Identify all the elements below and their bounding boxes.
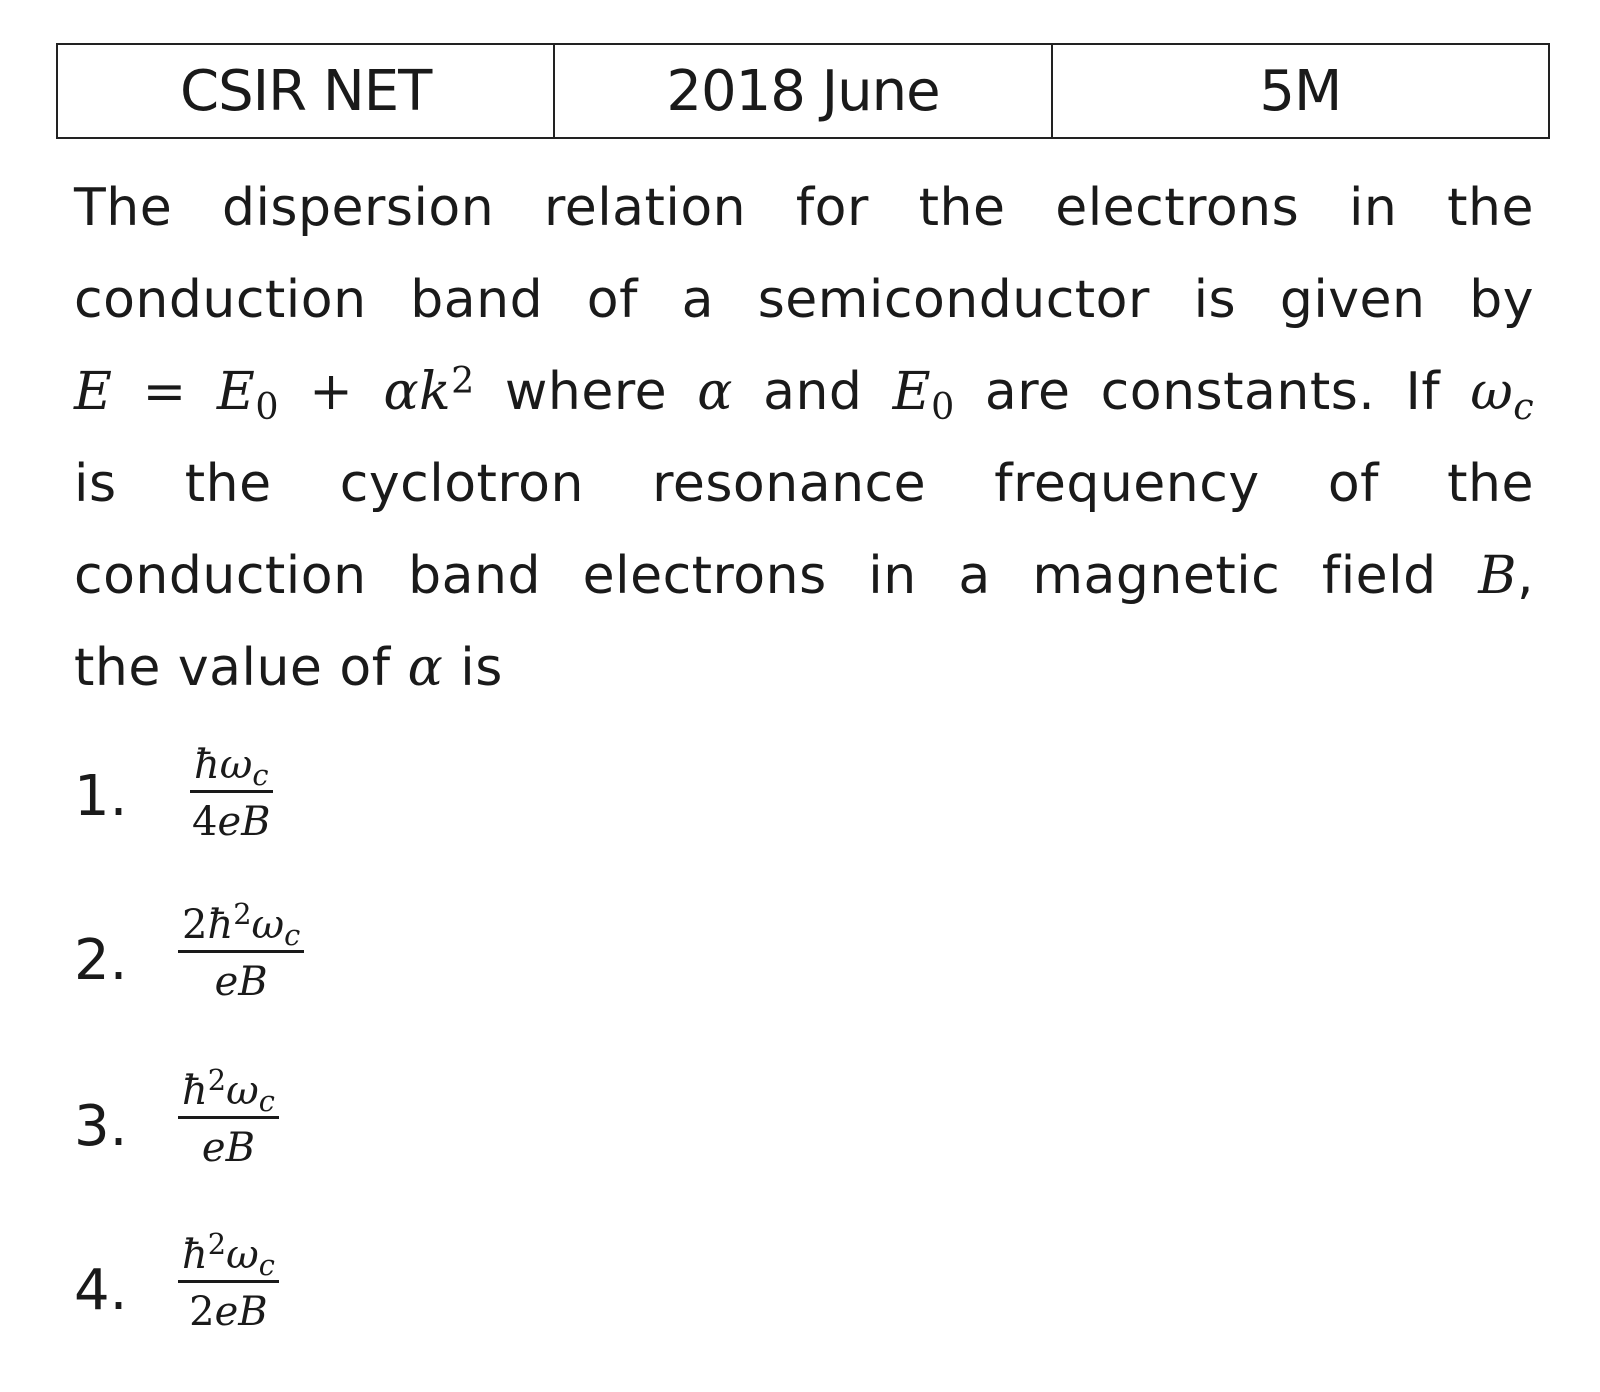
option-4-number: 4. [74, 1258, 128, 1323]
symbol-E0-second: E0 [892, 362, 955, 429]
word-and: and [763, 362, 863, 422]
option-1-denominator: 4eB [192, 799, 271, 845]
exam-marks-cell: 5M [1052, 44, 1549, 138]
question-line-4: is the cyclotron resonance frequency of the [74, 454, 1534, 514]
option-3-denominator: eB [201, 1125, 255, 1171]
question-line-3 [74, 346, 1534, 438]
option-2-denominator: eB [214, 959, 268, 1005]
symbol-alpha: α [697, 362, 733, 422]
exam-info-table [56, 43, 1550, 139]
exam-info-row [57, 44, 1549, 138]
symbol-alpha-final: α [407, 638, 444, 698]
question-line-1: The dispersion relation for the electrons in the [74, 178, 1534, 238]
option-4[interactable] [74, 1224, 674, 1374]
symbol-B: B [1478, 546, 1517, 606]
symbol-equals: = [142, 362, 187, 422]
option-1-number: 1. [74, 764, 128, 829]
word-where: where [504, 362, 668, 422]
option-4-numerator: $ħ^2\omega c$ [178, 1232, 279, 1283]
question-text [74, 162, 1534, 714]
option-2[interactable] [74, 894, 674, 1044]
option-3[interactable] [74, 1060, 674, 1210]
option-2-number: 2. [74, 928, 128, 993]
symbol-E: E [74, 362, 113, 422]
exam-session-cell: 2018 June [554, 44, 1051, 138]
option-3-number: 3. [74, 1094, 128, 1159]
option-4-denominator: 2eB [189, 1289, 268, 1335]
option-3-numerator: $ħ^2\omega c$ [178, 1068, 279, 1119]
option-2-numerator: $2ħ^2\omega c$ [178, 902, 304, 953]
option-3-fraction [178, 1062, 279, 1171]
option-2-fraction [178, 896, 304, 1005]
option-1[interactable] [74, 730, 674, 880]
option-1-numerator: ħωc [190, 742, 273, 793]
symbol-omega-c: ωc [1470, 362, 1535, 429]
question-line-5: conduction band electrons in a magnetic field B, [74, 546, 1535, 606]
question-line-6: the value of α is [74, 638, 503, 698]
option-1-fraction [190, 742, 273, 845]
question-line-2: conduction band of a semiconductor is given by [74, 270, 1534, 330]
symbol-alpha-k2: $\alpha k^2$ [383, 358, 475, 422]
exam-name-cell: CSIR NET [57, 44, 554, 138]
words-are-constants: are constants. If [984, 362, 1441, 422]
symbol-E0: E0 [216, 362, 280, 429]
symbol-plus: + [309, 362, 354, 422]
option-4-fraction [178, 1226, 279, 1335]
